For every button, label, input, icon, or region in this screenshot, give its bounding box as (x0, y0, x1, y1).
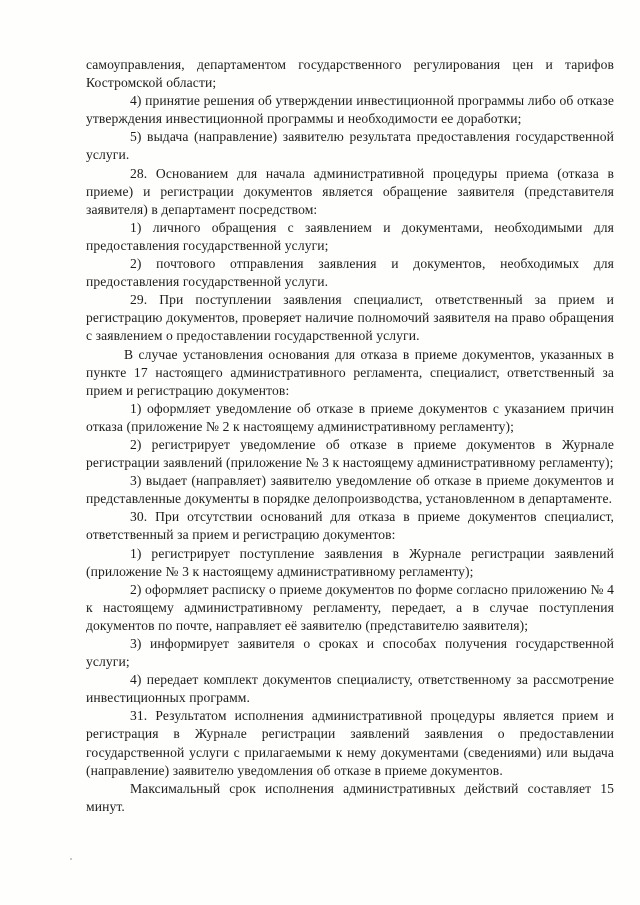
paragraph-29-refusal-case: В случае установления основания для отказа в приеме документов, указанных в пункте 17 настоящего административного регламента, специалист, ответственный за прием и регистрацию документов: (86, 346, 614, 398)
paragraph-28: 28. Основанием для начала административной процедуры приема (отказа в приеме) и регистрации документов является обращение заявителя (представителя заявителя) в департамент посредством: (86, 165, 614, 217)
paragraph-30-item-1: 1) регистрирует поступление заявления в Журнале регистрации заявлений (приложение № 3 к настоящему административному регламенту); (86, 545, 614, 579)
paragraph-29-item-3: 3) выдает (направляет) заявителю уведомление об отказе в приеме документов и представленные документы в порядке делопроизводства, установленном в департаменте. (86, 473, 614, 507)
paragraph-item-5: 5) выдача (направление) заявителю результата предоставления государственной услуги. (86, 129, 614, 163)
scan-speck (70, 858, 72, 860)
document-body (86, 56, 614, 816)
paragraph-28-item-2: 2) почтового отправления заявления и документов, необходимых для предоставления государственной услуги. (86, 256, 614, 290)
paragraph-30-item-3: 3) информирует заявителя о сроках и способах получения государственной услуги; (86, 636, 614, 670)
paragraph-31: 31. Результатом исполнения административной процедуры является прием и регистрация в Журнале регистрации заявлений заявления о предоставлении государственной услуги с прилагаемыми к нему документами (сведениями) или выдача (направление) заявителю уведомления об отказе в приеме документов. (86, 708, 614, 778)
paragraph-29: 29. При поступлении заявления специалист, ответственный за прием и регистрацию документов, проверяет наличие полномочий заявителя на право обращения с заявлением о предоставлении государственной услуги. (86, 292, 614, 344)
paragraph-30-item-4: 4) передает комплект документов специалисту, ответственному за рассмотрение инвестиционных программ. (86, 672, 614, 706)
paragraph-29-item-2: 2) регистрирует уведомление об отказе в приеме документов в Журнале регистрации заявлений (приложение № 3 к настоящему административному регламенту); (86, 436, 614, 471)
paragraph-30-item-2: 2) оформляет расписку о приеме документов по форме согласно приложению № 4 к настоящему административному регламенту, передает, а в случае поступления документов по почте, направляет её заявителю (представителю заявителя); (86, 581, 614, 633)
paragraph-29-item-1: 1) оформляет уведомление об отказе в приеме документов с указанием причин отказа (приложение № 2 к настоящему административному регламенту); (86, 400, 614, 434)
paragraph-30: 30. При отсутствии оснований для отказа в приеме документов специалист, ответственный за прием и регистрацию документов: (86, 509, 614, 543)
paragraph-item-4: 4) принятие решения об утверждении инвестиционной программы либо об отказе утверждения инвестиционной программы и необходимости ее доработки; (86, 93, 614, 127)
paragraph-28-item-1: 1) личного обращения с заявлением и документами, необходимыми для предоставления государственной услуги; (86, 219, 614, 253)
paragraph-continuation: самоуправления, департаментом государственного регулирования цен и тарифов Костромской области; (86, 57, 614, 91)
paragraph-max-duration: Максимальный срок исполнения административных действий составляет 15 минут. (86, 780, 614, 814)
